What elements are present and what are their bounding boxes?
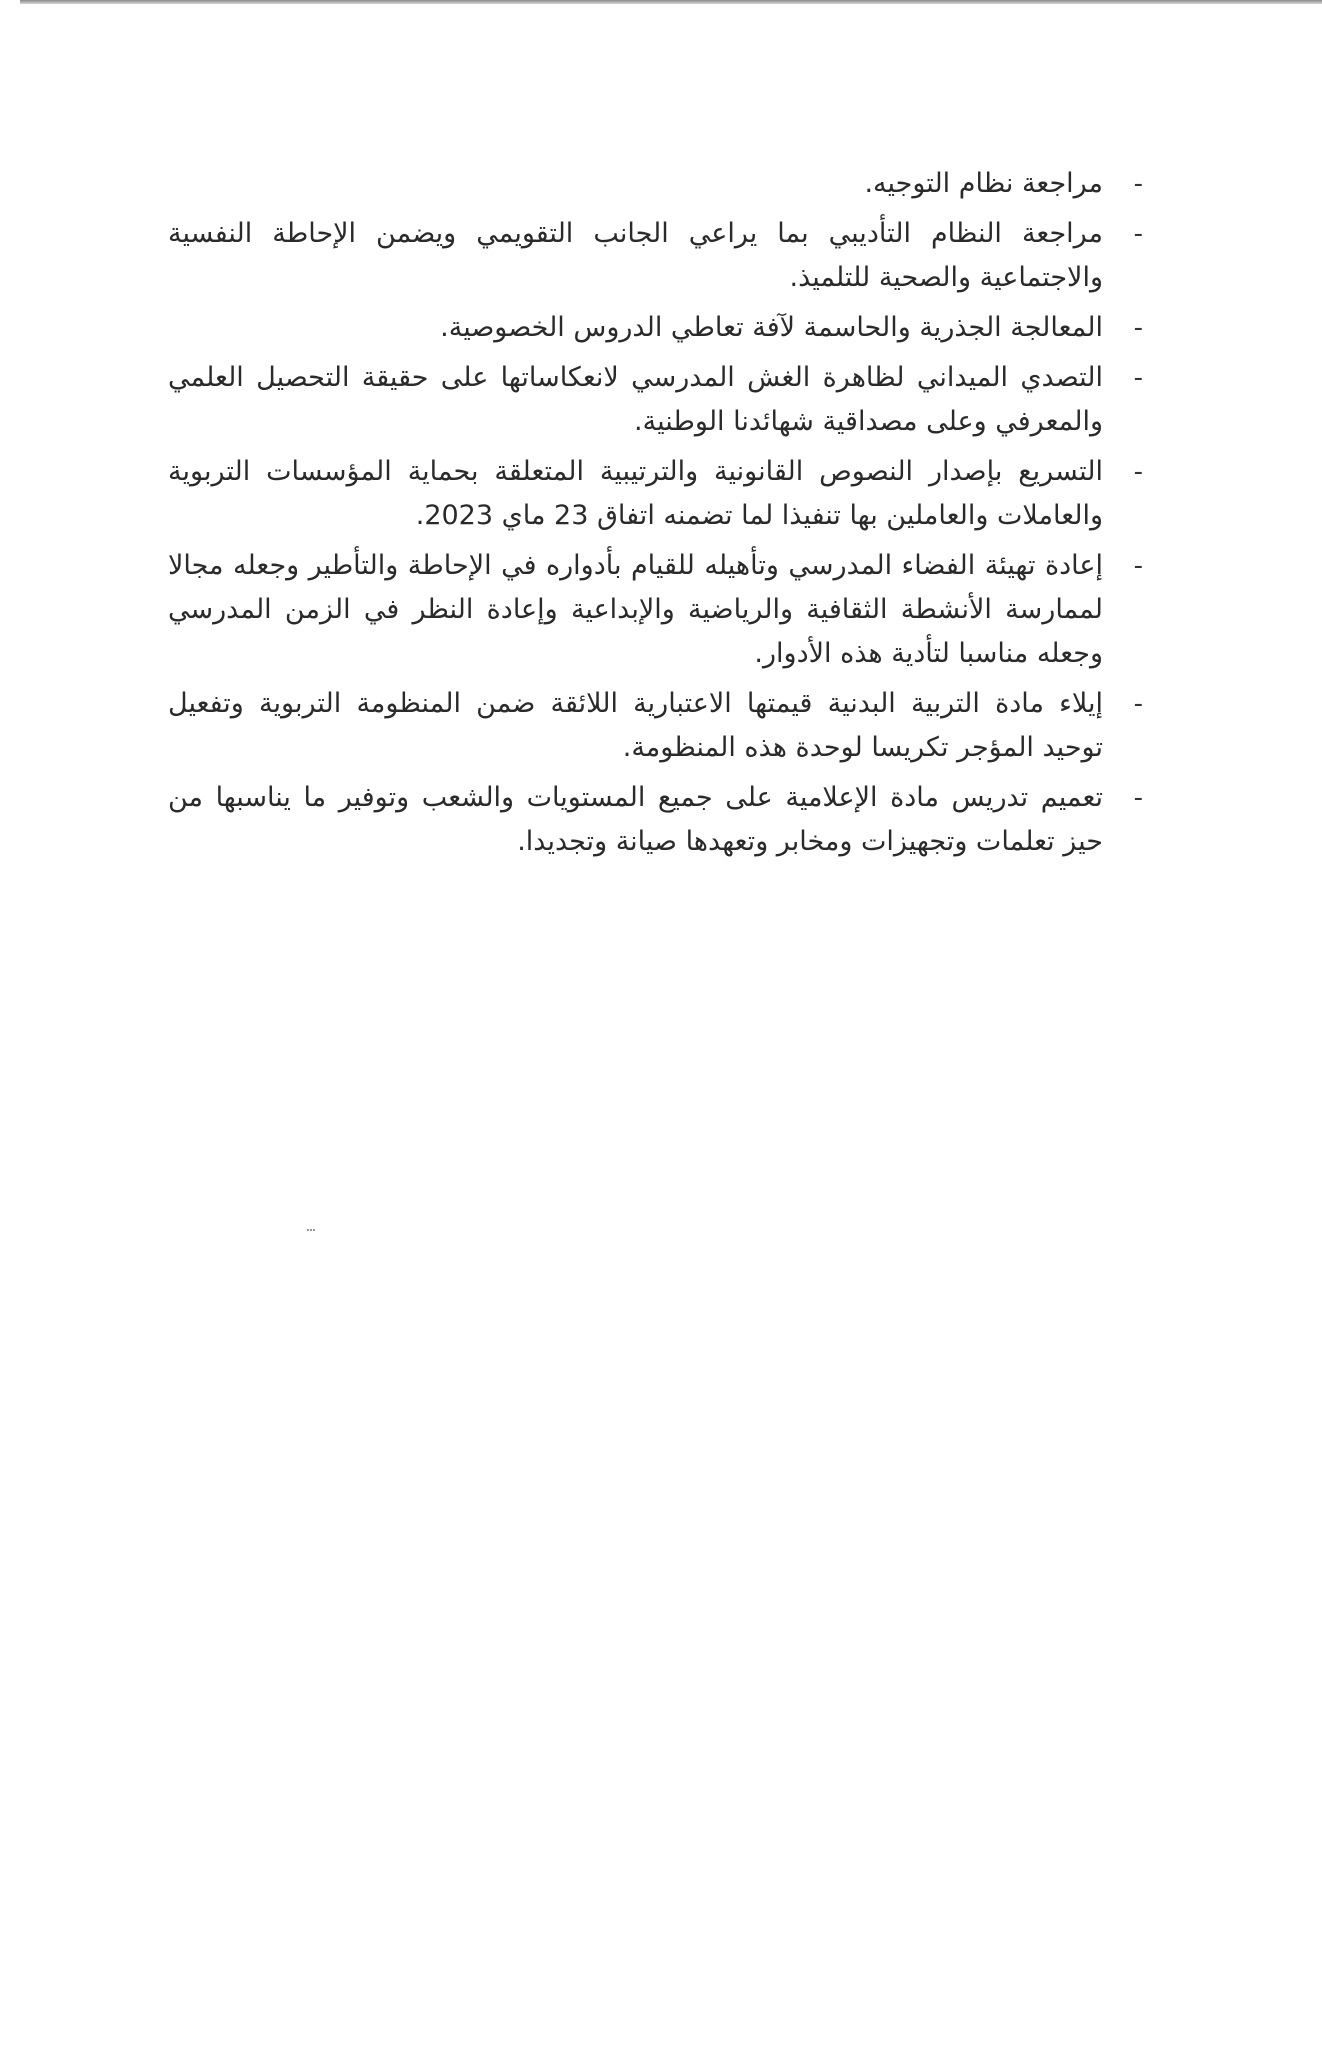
list-dash: - (1133, 551, 1143, 581)
scan-edge-shadow (20, 0, 1322, 4)
list-item-text: إعادة تهيئة الفضاء المدرسي وتأهيله للقيام بأدواره في الإحاطة والتأطير وجعله مجالا لممارسة الأنشطة الثقافية والرياضية والإبداعية وإعادة النظر في الزمن المدرسي وجعله مناسبا لتأدية هذه الأدوار. (168, 550, 1103, 669)
list-item (168, 162, 1143, 206)
list-item-text: المعالجة الجذرية والحاسمة لآفة تعاطي الدروس الخصوصية. (440, 312, 1103, 343)
list-dash: - (1133, 169, 1143, 199)
list-item (168, 544, 1143, 676)
list-item (168, 212, 1143, 300)
scan-speck (306, 1228, 316, 1232)
list-dash: - (1133, 457, 1143, 487)
list-item (168, 682, 1143, 770)
list-item-text: تعميم تدريس مادة الإعلامية على جميع المستويات والشعب وتوفير ما يناسبها من حيز تعلمات وتجهيزات ومخابر وتعهدها صيانة وتجديدا. (168, 782, 1103, 857)
list-item-text: مراجعة نظام التوجيه. (864, 168, 1103, 199)
demands-list (168, 162, 1143, 870)
list-item (168, 306, 1143, 350)
list-item-text: مراجعة النظام التأديبي بما يراعي الجانب التقويمي ويضمن الإحاطة النفسية والاجتماعية والصحية للتلميذ. (168, 218, 1103, 293)
list-item-text: إيلاء مادة التربية البدنية قيمتها الاعتبارية اللائقة ضمن المنظومة التربوية وتفعيل توحيد المؤجر تكريسا لوحدة هذه المنظومة. (168, 688, 1103, 763)
list-dash: - (1133, 689, 1143, 719)
list-dash: - (1133, 313, 1143, 343)
list-dash: - (1133, 219, 1143, 249)
list-item (168, 776, 1143, 864)
list-item-text: التسريع بإصدار النصوص القانونية والترتيبية المتعلقة بحماية المؤسسات التربوية والعاملات والعاملين بها تنفيذا لما تضمنه اتفاق 23 ماي 2023. (168, 456, 1103, 531)
list-dash: - (1133, 783, 1143, 813)
list-item (168, 356, 1143, 444)
list-dash: - (1133, 363, 1143, 393)
list-item (168, 450, 1143, 538)
list-item-text: التصدي الميداني لظاهرة الغش المدرسي لانعكاساتها على حقيقة التحصيل العلمي والمعرفي وعلى مصداقية شهائدنا الوطنية. (168, 362, 1103, 437)
scan-speck-icon (306, 1228, 316, 1232)
